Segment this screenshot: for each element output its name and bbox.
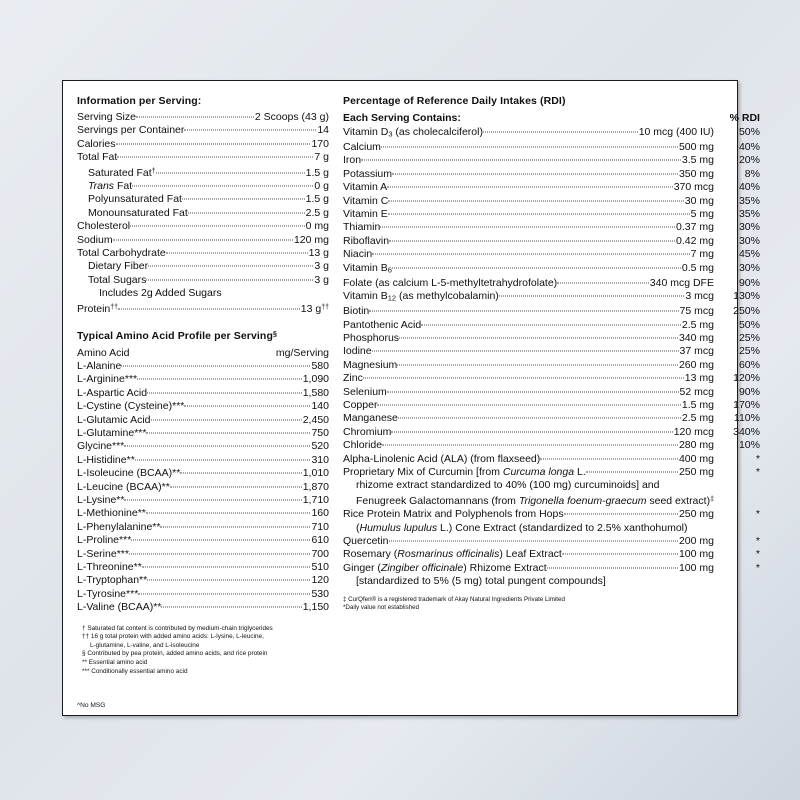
footnote-marker: † [151,167,156,175]
nutrient-amount: 0.42 mg [676,234,714,247]
nutrient-name: Vitamin A [343,181,388,194]
right-column [329,95,760,715]
right-footnotes [343,596,760,613]
nutrition-row-value: 170 [311,137,329,150]
nutrient-amount: 37 mcg [679,345,714,358]
nutrient-name: Thiamin [343,221,381,234]
nutrient-name: Magnesium [343,358,398,371]
nutrient-name: Vitamin $D_3$ (as cholecalciferol) [343,126,483,139]
nutrient-amount: 2.5 mg [681,318,714,331]
nutrient-name: Vitamin E [343,208,388,221]
amino-acid-value: 2,450 [302,413,329,426]
footnote: ** Essential amino acid [82,659,148,667]
nutrient-amount: 350 mg [678,167,714,180]
nutrient-row [343,262,760,277]
nutrient-rdi: 40% [738,141,760,154]
amino-acid-name: L-Glutamic Acid [77,413,151,426]
leader-dots [540,450,678,459]
leader-dots [564,506,678,515]
each-serving-contains-label: Each Serving Contains: [343,112,461,124]
amino-acid-name: L-Serine*** [77,547,129,560]
footnote: ‡ CurQfen® is a registered trademark of Akay Natural Ingredients Private Limited [343,595,565,603]
nutrient-rdi: 50% [738,318,760,331]
nutrient-name: Phosphorus [343,332,400,345]
amino-acid-value: 310 [311,453,329,466]
rdi-heading: Percentage of Reference Daily Intakes (RDI) [343,95,566,107]
amino-acid-value: 1,870 [302,480,329,493]
nutrient-amount: 5 mg [690,208,714,221]
leader-dots [117,149,313,158]
leader-dots [132,177,313,186]
leader-dots [147,572,310,581]
information-per-serving-list [77,111,329,316]
amino-acid-value: 750 [311,427,329,439]
nutrient-amount: 30 mg [684,194,714,207]
nutrient-amount: 280 mg [678,439,714,452]
nutrition-row-value: 13 g [308,247,329,259]
quercetin-name: Quercetin [343,535,389,548]
leader-dots [361,152,681,161]
nutrient-rdi: 35% [738,194,760,207]
nutrient-rdi: 170% [733,399,760,412]
leader-dots [398,410,681,419]
footnote: †† 16 g total protein with added amino acids: L-lysine, L-leucine, [82,633,264,641]
amino-acid-value: 1,580 [302,386,329,399]
leader-dots [399,330,678,339]
curqfen-footnote-marker: ‡ [710,495,714,503]
left-column [77,95,329,715]
curcumin-line2: rhizome extract standardized to 40% (100 mg) curcuminoids] and [356,479,660,492]
amino-acid-value: 700 [311,547,329,560]
leader-dots [392,259,681,268]
quercetin-rdi: * [755,535,760,548]
left-footnotes [77,625,329,677]
leader-dots [369,303,678,312]
leader-dots [391,423,672,432]
nutrient-amount: 3.5 mg [681,154,714,167]
leader-dots [483,124,638,133]
nutrition-row-label: Total Sugars [88,273,147,286]
leader-dots [113,231,293,240]
leader-dots [121,357,310,366]
nutrition-row-label: Saturated Fat† [88,166,156,179]
ginger-entry [343,562,760,589]
nutrition-row-value: 3 g [314,273,329,286]
nutrient-amount: 340 mcg DFE [649,276,714,289]
nutrient-name: Folate (as calcium L-5-methyltetrahydrofolate) [343,276,558,289]
leader-dots [382,437,678,446]
footnote: *Daily value not established [343,604,420,612]
leader-dots [137,371,302,380]
leader-dots [586,464,678,473]
leader-dots [184,122,316,131]
nutrient-amount: 13 mg [684,372,714,385]
leader-dots [146,505,311,514]
amino-acid-name: L-Lysine** [77,494,125,507]
curcumin-name: Proprietary Mix of Curcumin [from Curcuma longa L. [343,466,586,479]
amino-acid-name: L-Tryptophan** [77,574,148,587]
amino-acid-value: 580 [311,359,329,372]
nutrient-name: Niacin [343,248,373,261]
nutrition-row-value: 2.5 g [305,206,329,219]
information-per-serving-heading: Information per Serving: [77,95,202,107]
nutrient-amount: 3 mcg [685,290,714,303]
nutrient-rdi: 90% [738,385,760,398]
nutrient-name: Chloride [343,439,383,452]
nutrient-rdi: 30% [738,221,760,234]
nutrient-amount: 10 mcg (400 IU) [638,126,714,138]
mg-serving-col-header: mg/Serving [275,346,329,359]
leader-dots [161,599,301,608]
ginger-line2: [standardized to 5% (5 mg) total pungent compounds] [356,575,606,588]
nutrient-amount: 120 mcg [673,425,714,438]
amino-acid-value: 1,090 [302,373,329,386]
nutrient-name: Vitamin $B_{12}$ (as methylcobalamin) [343,290,499,303]
nutrient-rdi: 8% [744,167,760,180]
leader-dots [372,343,679,352]
nutrition-row-value: 7 g [314,151,329,164]
leader-dots [389,533,678,542]
ginger-amount: 100 mg [678,561,714,574]
nutrient-amount: 52 mcg [679,385,714,398]
nutrient-amount: 0.37 mg [676,221,714,234]
leader-dots [146,271,313,280]
rice-hops-entry [343,508,760,535]
curcumin-rdi: * [755,466,760,479]
nutrient-rdi: 90% [738,276,760,289]
leader-dots [116,135,311,144]
nutrient-row [343,453,760,466]
nutrition-row-label: Dietary Fiber [88,260,149,273]
ginger-name: Ginger (Zingiber officinale) Rhizome Extract [343,561,547,574]
amino-acid-name: L-Phenylalanine** [77,520,161,533]
leader-dots [136,109,254,118]
nutrient-rdi: 25% [738,345,760,358]
leader-dots [397,356,678,365]
nutrition-row-label: Trans Fat [88,179,133,192]
footnote-marker: †† [110,303,119,311]
nutrient-rdi: 50% [738,126,760,138]
curcumin-entry [343,466,760,508]
nutrient-rdi: 130% [733,290,760,303]
nutrient-name: Pantothenic Acid [343,318,422,331]
amino-acid-value: 530 [311,587,329,600]
nutrition-row-value: 0 mg [305,220,329,233]
nutrient-rdi: 250% [733,305,760,318]
amino-acid-name: L-Cystine (Cysteine)*** [77,400,185,413]
nutrient-amount: 370 mcg [673,181,714,194]
nutrition-row-label: Monounsaturated Fat [88,206,188,219]
nutrient-name: Chromium [343,425,392,438]
leader-dots [547,559,678,568]
rosemary-name: Rosemary (Rosmarinus officinalis) Leaf Extract [343,548,562,561]
nutrition-row-label: Protein†† [77,302,119,315]
amino-acid-value: 1,710 [302,494,329,507]
amino-acid-value: 1,010 [302,467,329,480]
leader-dots [147,384,302,393]
nutrition-row-value: 3 g [314,260,329,273]
nutrient-amount: 400 mg [678,452,714,465]
table-row [343,466,760,479]
leader-dots [129,545,311,554]
nutrient-name: Vitamin C [343,194,389,207]
nutrient-rdi: * [755,452,760,465]
nutrient-rdi: 45% [738,248,760,261]
nutrient-amount: 260 mg [678,358,714,371]
nutrition-row-label: Includes 2g Added Sugars [99,287,222,300]
quercetin-amount: 200 mg [678,535,714,548]
amino-acid-name: L-Methionine** [77,507,146,520]
nutrient-amount: 7 mg [690,248,714,261]
nutrition-row-value: 1.5 g [305,193,329,206]
leader-dots [124,438,310,447]
nutrition-row-label: Calories [77,137,116,150]
amino-heading-footnote-marker: § [272,331,277,339]
nutrition-row-label: Total Carbohydrate [77,247,166,259]
amino-acid-name: L-Proline*** [77,534,132,547]
footnote: *** Conditionally essential amino acid [82,667,188,675]
nutrient-rdi: 30% [738,234,760,247]
rosemary-rdi: * [755,548,760,561]
nutrient-name: Riboflavin [343,234,390,247]
nutrition-row [77,287,329,300]
leader-dots [166,245,308,254]
nutrient-rdi: 60% [738,358,760,371]
amino-acid-name: L-Valine (BCAA)** [77,601,162,614]
leader-dots [380,219,675,228]
nutrition-row-label: Serving Size [77,111,136,123]
leader-dots [392,165,678,174]
nutrient-rdi: 25% [738,332,760,345]
nutrient-name: Potassium [343,167,393,180]
nutrition-row-label: Servings per Container [77,124,185,137]
nutrient-name: Zinc [343,372,363,385]
leader-dots [388,206,690,215]
leader-dots [184,398,310,407]
amino-acid-value: 160 [311,507,329,520]
rice-hops-line2: (Humulus lupulus L.) Cone Extract (standardized to 2.5% xanthohumol) [356,521,688,534]
leader-dots [363,370,684,379]
leader-dots [562,546,678,555]
leader-dots [160,518,310,527]
leader-dots [146,425,310,434]
nutrient-rdi: 30% [738,261,760,274]
amino-acid-list [77,360,329,615]
nutrient-name: Copper [343,399,378,412]
amino-acid-name: L-Aspartic Acid [77,386,148,399]
rice-hops-rdi: * [755,508,760,521]
nutrition-row-label: Sodium [77,233,113,246]
nutrition-row-value: 13 g†† [300,302,329,315]
leader-dots [142,559,311,568]
amino-acid-value: 520 [311,440,329,453]
nutrient-amount: 2.5 mg [681,412,714,425]
nutrient-name: Biotin [343,305,370,318]
nutrition-row-value: 1.5 g [305,166,329,179]
nutrient-name: Iodine [343,345,372,358]
amino-acid-value: 140 [311,400,329,413]
nutrition-row-label: Cholesterol [77,220,131,233]
leader-dots [130,218,305,227]
nutrient-name: Alpha-Linolenic Acid (ALA) (from flaxseed) [343,452,541,465]
leader-dots [180,465,301,474]
nutrient-rdi: 120% [733,372,760,385]
nutrient-rdi: 10% [738,439,760,452]
rice-hops-name: Rice Protein Matrix and Polyphenols from Hops [343,508,564,521]
footnote: † Saturated fat content is contributed by medium-chain triglycerides [82,624,273,632]
nutrition-row-value: 2 Scoops (43 g) [254,111,329,123]
amino-acid-name: L-Threonine** [77,561,142,574]
leader-dots [372,246,689,255]
ginger-rdi: * [755,561,760,574]
amino-acid-value: 510 [311,561,329,574]
leader-dots [377,397,680,406]
leader-dots [124,492,301,501]
amino-acid-col-header: Amino Acid [77,346,130,359]
nutrition-row-label: Polyunsaturated Fat [88,193,182,206]
amino-acid-profile-heading: Typical Amino Acid Profile per Serving§ [77,329,277,342]
table-row [343,508,760,521]
amino-acid-name: L-Alanine [77,359,122,372]
amino-acid-name: L-Tyrosine*** [77,587,139,600]
footnote: § Contributed by pea protein, added amino acids, and rice protein [82,650,268,658]
leader-dots [131,532,310,541]
leader-dots [557,274,649,283]
nutrient-amount: 500 mg [678,141,714,154]
leader-dots [421,316,681,325]
amino-acid-value: 710 [311,520,329,533]
nutrition-row-value: 0 g [314,179,329,192]
amino-acid-value: 610 [311,534,329,547]
curcumin-amount: 250 mg [678,466,714,479]
quercetin-row [343,535,760,548]
nutrient-amount: 0.5 mg [681,261,714,274]
amino-acid-name: L-Glutamine*** [77,427,147,439]
rosemary-amount: 100 mg [678,548,714,561]
curcumin-line3: Fenugreek Galactomannans (from Trigonella foenum-graecum seed extract)‡ [356,494,714,507]
nutrient-rdi: 35% [738,208,760,221]
nutrition-row-value: 14 [317,124,329,137]
leader-dots [387,383,679,392]
nutrient-name: Iron [343,154,362,167]
nutrient-name: Calcium [343,141,381,154]
no-msg-note: ^No MSG [77,702,106,710]
leader-dots [188,204,305,213]
leader-dots [118,300,300,309]
leader-dots [222,285,328,294]
table-row [343,562,760,575]
leader-dots [388,192,683,201]
nutrient-amount: 1.5 mg [681,399,714,412]
leader-dots [182,191,305,200]
nutrient-rdi: 110% [733,412,760,425]
nutrient-list [343,126,760,466]
nutrition-row [77,151,329,164]
nutrient-name: Selenium [343,385,387,398]
leader-dots [135,451,311,460]
nutrient-rdi: 340% [733,425,760,438]
nutrient-amount: 75 mcg [679,305,714,318]
nutrient-rdi: 20% [738,154,760,167]
leader-dots [389,232,675,241]
footnote: L-glutamine, L-valine, and L-isoleucine [90,641,200,649]
amino-acid-name: Glycine*** [77,440,125,453]
nutrient-rdi: 40% [738,181,760,194]
leader-dots [381,139,678,148]
amino-acid-name: L-Histidine** [77,453,135,466]
leader-dots [387,179,673,188]
amino-acid-name: L-Isoleucine (BCAA)** [77,467,181,480]
nutrient-name: Vitamin $B_6$ [343,261,392,275]
leader-dots [156,164,305,173]
nutrition-row-value: 120 mg [293,233,329,246]
amino-acid-name: L-Arginine*** [77,373,138,386]
leader-dots [148,258,313,267]
leader-dots [170,478,302,487]
percent-rdi-col-header: % RDI [729,112,760,124]
nutrient-name: Manganese [343,412,398,425]
amino-acid-value: 120 [311,574,329,587]
nutrition-row-label: Total Fat [77,151,118,164]
amino-acid-row [77,601,329,614]
nutrient-amount: 340 mg [678,332,714,345]
amino-acid-name: L-Leucine (BCAA)** [77,480,170,493]
nutrition-facts-panel [62,80,760,716]
leader-dots [138,585,310,594]
nutrition-row [77,301,329,316]
rice-hops-amount: 250 mg [678,508,714,521]
leader-dots [151,411,302,420]
leader-dots [499,288,685,297]
amino-acid-value: 1,150 [302,601,329,614]
